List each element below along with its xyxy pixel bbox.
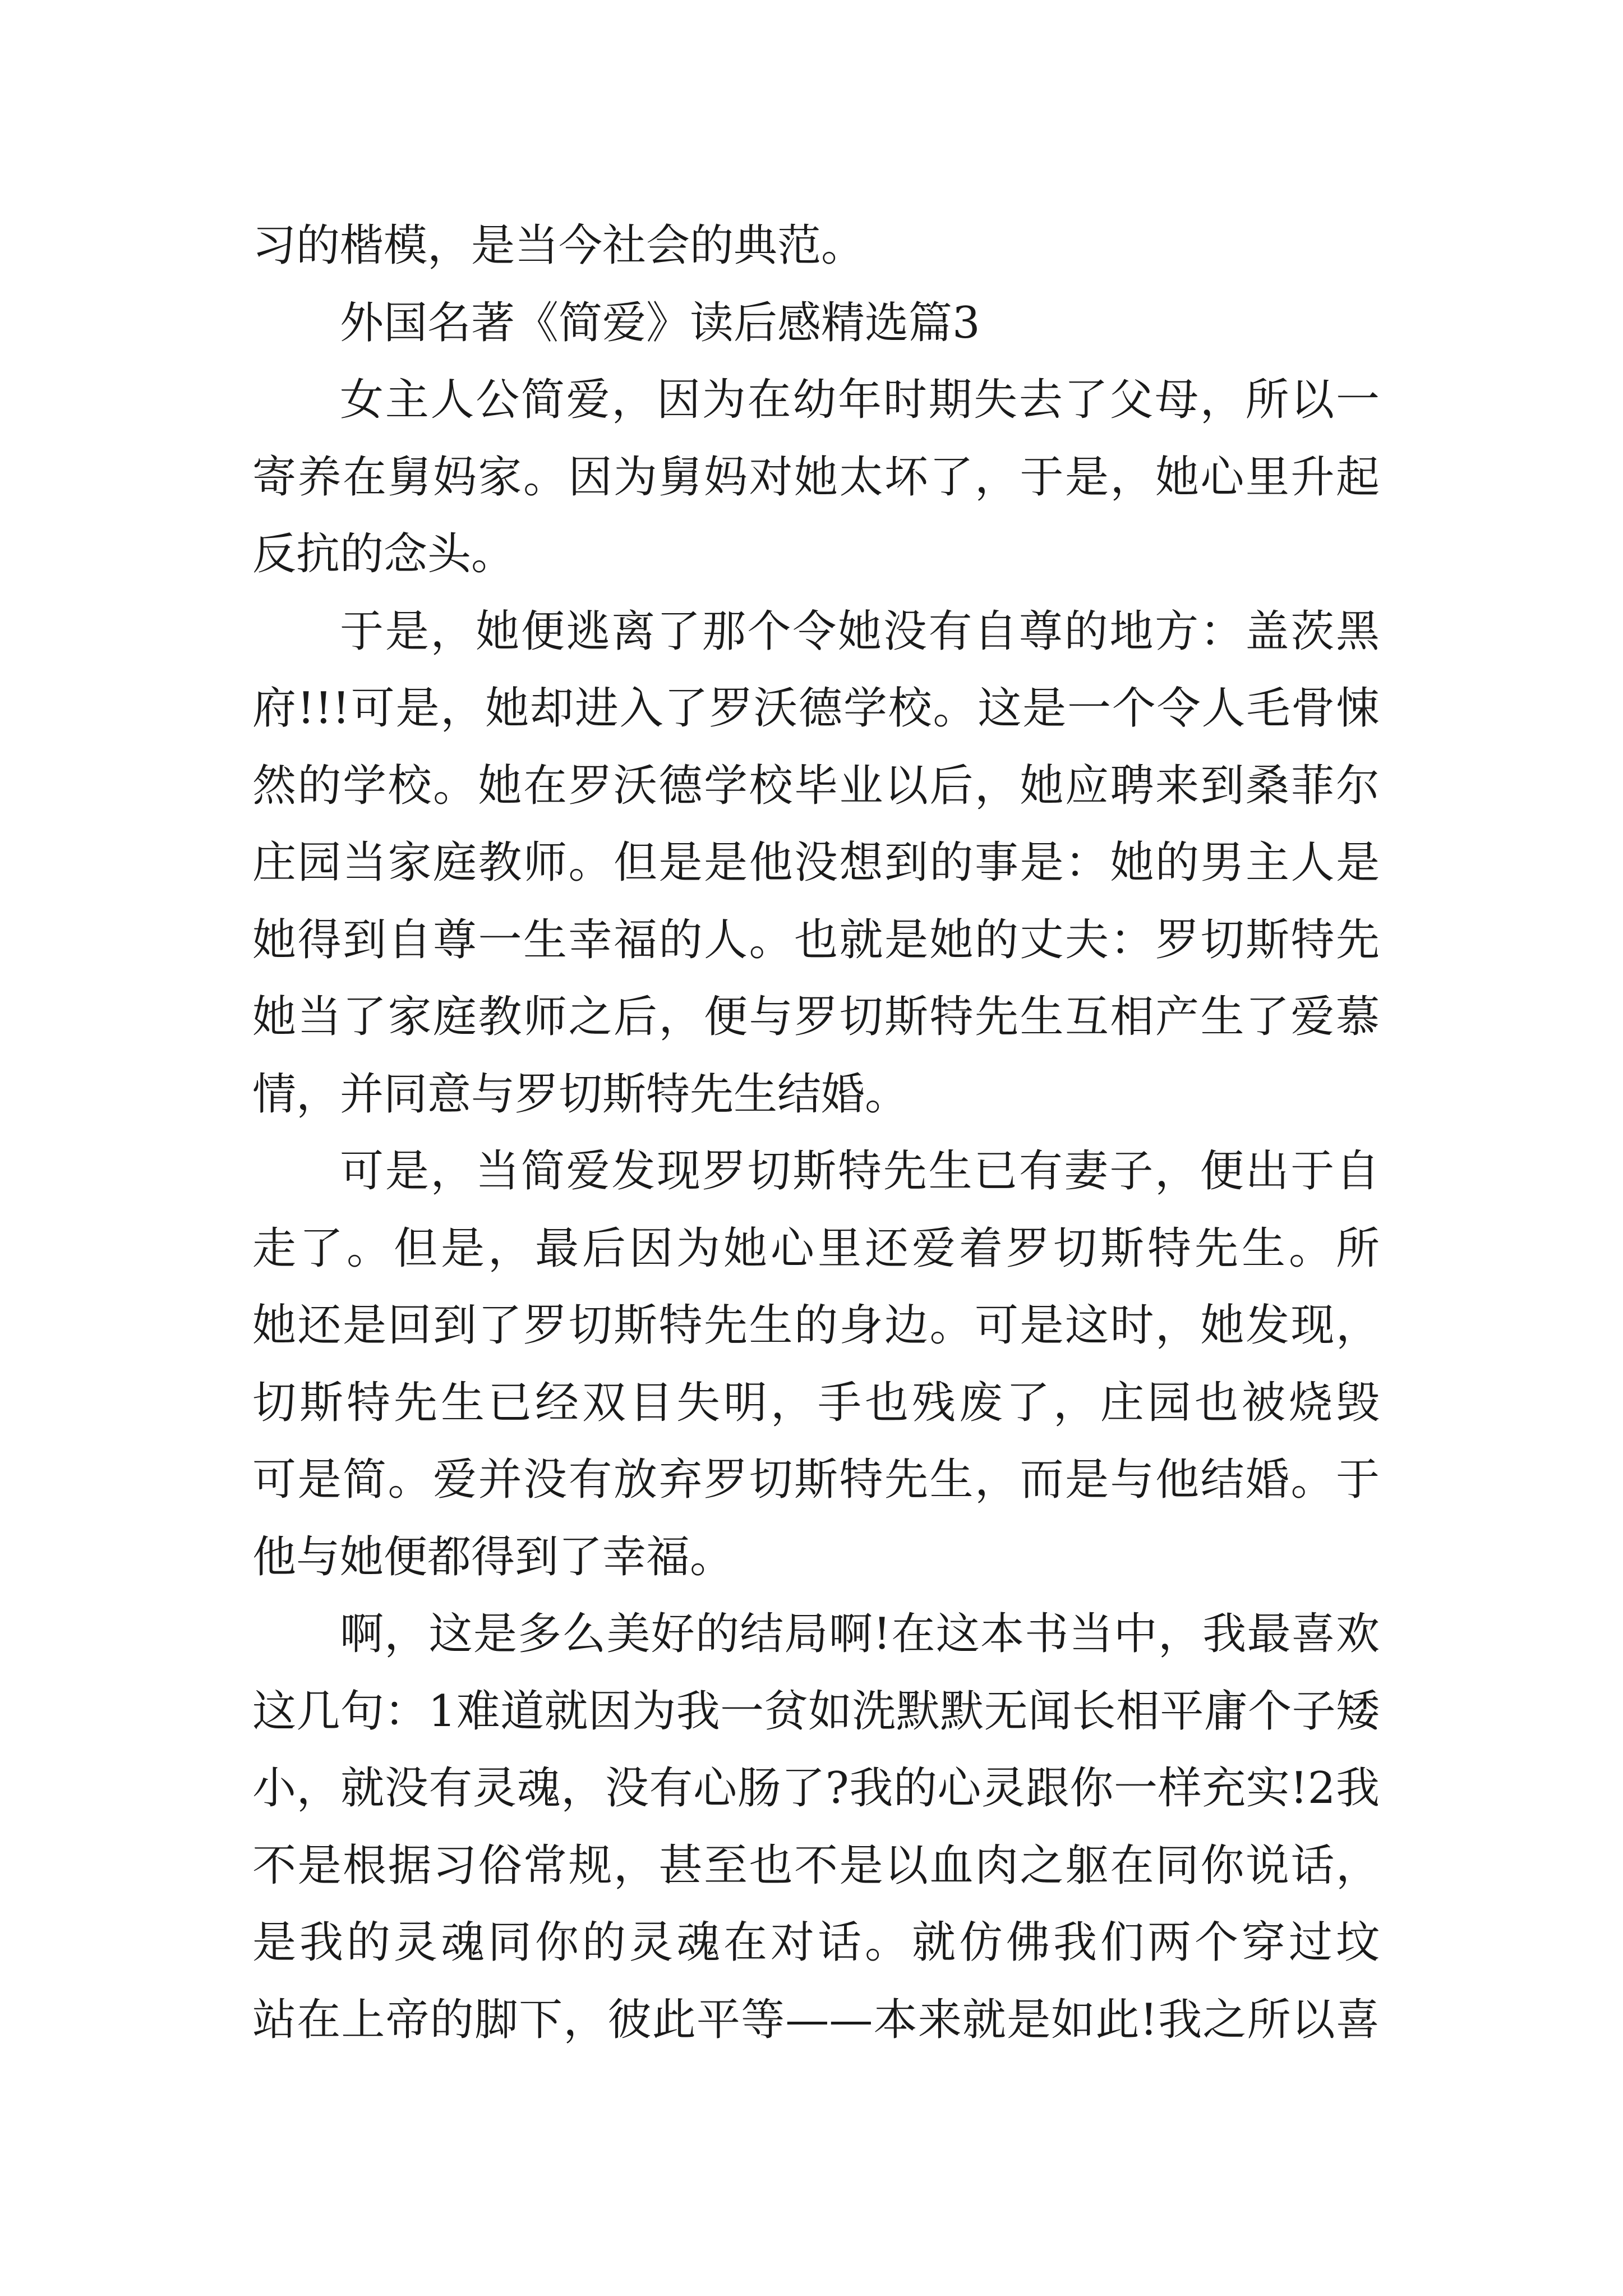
text-line: 女主人公简爱，因为在幼年时期失去了父母，所以一 <box>340 375 1380 425</box>
text-line: 站在上帝的脚下，彼此平等——本来就是如此!我之所以喜 <box>252 1994 1380 2045</box>
text-line: 是我的灵魂同你的灵魂在对话。就仿佛我们两个穿过坟 <box>252 1917 1380 1968</box>
text-line: 不是根据习俗常规，甚至也不是以血肉之躯在同你说话， <box>252 1840 1380 1891</box>
text-line: 她还是回到了罗切斯特先生的身边。可是这时，她发现， <box>252 1300 1380 1351</box>
text-line: 府!!!可是，她却进入了罗沃德学校。这是一个令人毛骨悚 <box>252 683 1380 734</box>
text-line: 小，就没有灵魂，没有心肠了?我的心灵跟你一样充实!2我 <box>252 1763 1380 1814</box>
text-line: 他与她便都得到了幸福。 <box>252 1531 734 1582</box>
text-line: 切斯特先生已经双目失明，手也残废了，庄园也被烧毁 <box>252 1377 1380 1428</box>
text-line: 于是，她便逃离了那个令她没有自尊的地方：盖茨黑 <box>340 606 1380 657</box>
text-line: 习的楷模，是当今社会的典范。 <box>252 220 865 271</box>
text-line: 寄养在舅妈家。因为舅妈对她太坏了，于是，她心里升起 <box>252 452 1380 503</box>
text-line: 这几句：1难道就因为我一贫如洗默默无闻长相平庸个子矮 <box>252 1686 1380 1737</box>
document-page <box>252 208 1380 2059</box>
text-line: 然的学校。她在罗沃德学校毕业以后，她应聘来到桑菲尔 <box>252 760 1380 811</box>
text-line: 走了。但是，最后因为她心里还爱着罗切斯特先生。所 <box>252 1223 1380 1274</box>
text-line: 可是简。爱并没有放弃罗切斯特先生，而是与他结婚。于 <box>252 1455 1380 1505</box>
text-line: 情，并同意与罗切斯特先生结婚。 <box>252 1069 909 1120</box>
text-line: 啊，这是多么美好的结局啊!在这本书当中，我最喜欢 <box>340 1609 1380 1659</box>
section-heading: 外国名著《简爱》读后感精选篇3 <box>340 297 980 348</box>
text-line: 可是，当简爱发现罗切斯特先生已有妻子，便出于自 <box>340 1146 1380 1197</box>
text-line: 庄园当家庭教师。但是是他没想到的事是：她的男主人是 <box>252 838 1380 888</box>
text-line: 反抗的念头。 <box>252 529 515 579</box>
text-line: 她得到自尊一生幸福的人。也就是她的丈夫：罗切斯特先 <box>252 914 1380 965</box>
text-line: 她当了家庭教师之后，便与罗切斯特先生互相产生了爱慕 <box>252 992 1380 1042</box>
